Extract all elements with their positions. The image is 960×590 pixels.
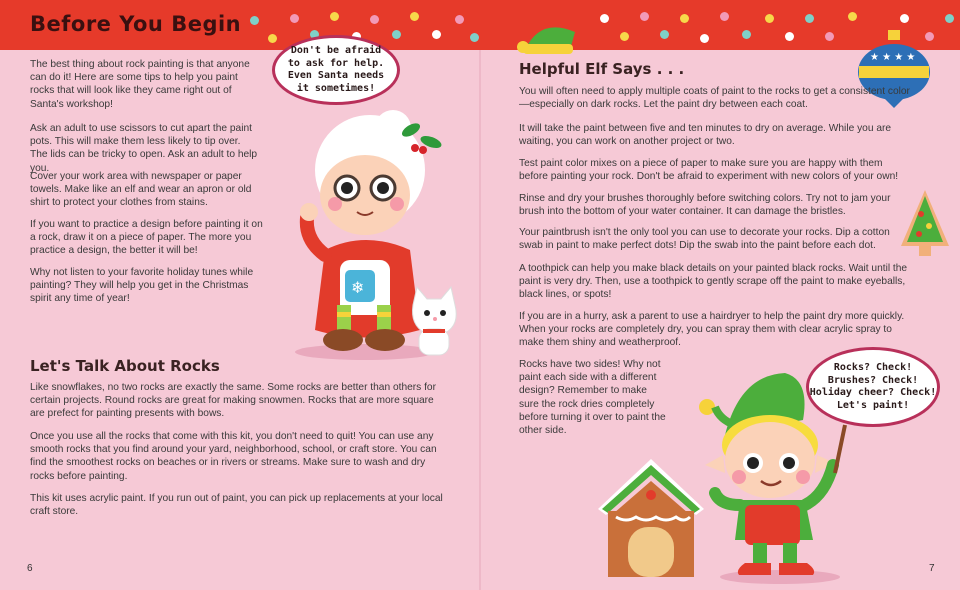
page-title: Before You Begin	[30, 12, 242, 36]
elf-illustration	[695, 365, 860, 585]
rocks-paragraph: Once you use all the rocks that come with this kit, you don't need to quit! You can use any smooth rocks that you find around your yard, neighborhood, school, or craft store. You can find the smoothest rocks on beaches or in rivers or streams. Make sure to wash and dry rocks before painting.	[30, 431, 437, 482]
intro-paragraph: Why not listen to your favorite holiday tunes while painting? They will help you get in the Christmas spirit any time of year!	[30, 267, 254, 305]
elf-tip-paragraph: It will take the paint between five and ten minutes to dry on average. While you are waiting, you can work on another project or two.	[519, 123, 892, 148]
white-cat-illustration	[405, 285, 465, 360]
svg-text:❄: ❄	[351, 278, 365, 297]
intro-paragraph: Cover your work area with newspaper or paper towels. Make like an elf and wear an apron or old shirt to protect your clothes from stains.	[30, 171, 252, 209]
elf-tip-paragraph: Test paint color mixes on a piece of paper to make sure you are happy with them before painting your rock. Don't be afraid to experiment with new colors of your own!	[519, 158, 899, 183]
elf-tip-paragraph: If you are in a hurry, ask a parent to use a hairdryer to help the paint dry more quickly. When your rocks are completely dry, you can spray them with clear acrylic spray to make them shiny and weatherproof.	[519, 311, 905, 349]
elf-tip-paragraph: A toothpick can help you make black details on your painted black rocks. Wait until the paint is very dry. Then, use a toothpick to gently scrape off the paint to make eyeballs, black lines, or spots!	[519, 263, 908, 301]
intro-paragraph: Ask an adult to use scissors to cut apart the paint pots. This will make them less likely to tip over. The lids can be tricky to open. Ask an adult to help you.	[30, 123, 258, 174]
svg-text:★ ★ ★ ★: ★ ★ ★ ★	[870, 52, 916, 63]
elf-tip-paragraph: Your paintbrush isn't the only tool you can use to decorate your rocks. Dip a cotton swab in paint to make perfect dots! Dip the swab into the paint before each dot.	[519, 227, 890, 252]
page-gutter	[479, 50, 481, 590]
elf-tip-paragraph: Rocks have two sides! Why not paint each side with a different design? Remember to make sure the rock dries completely before turning it over to paint the other side.	[519, 359, 666, 437]
christmas-tree-cookie-icon	[897, 188, 953, 260]
page-number-right: 7	[929, 563, 935, 574]
page-number-left: 6	[27, 563, 33, 574]
speech-bubble-mrs-claus: Don't be afraid to ask for help. Even Santa needs it sometimes!	[272, 35, 400, 105]
section-heading-elf-tips: Helpful Elf Says . . .	[519, 60, 685, 78]
intro-paragraph: The best thing about rock painting is that anyone can do it! Here are some tips to help you paint rocks that will look like they came right out of Santa's workshop!	[30, 59, 250, 110]
rocks-paragraph: Like snowflakes, no two rocks are exactly the same. Some rocks are better than others for certain projects. Round rocks are great for making snowmen. Rocks that are more square are prefect for painting presents with bows.	[30, 382, 436, 420]
intro-paragraph: If you want to practice a design before painting it on a rock, draw it on a piece of paper. The more you practice a design, the better it will be!	[30, 219, 263, 257]
speech-bubble-elf: Rocks? Check! Brushes? Check! Holiday cheer? Check! Let's paint!	[806, 347, 940, 427]
elf-tip-paragraph: Rinse and dry your brushes thoroughly before switching colors. Try not to jam your brush into the bottom of your water container. It can damage the bristles.	[519, 193, 891, 218]
gingerbread-house-illustration	[596, 457, 706, 579]
section-heading-rocks: Let's Talk About Rocks	[30, 357, 220, 375]
elf-tip-paragraph: You will often need to apply multiple coats of paint to the rocks to get a consistent color—especially on dark rocks. Let the paint dry between each coat.	[519, 86, 910, 111]
rocks-paragraph: This kit uses acrylic paint. If you run out of paint, you can pick up replacements at your local craft store.	[30, 493, 443, 518]
elf-hat-icon	[515, 12, 585, 57]
